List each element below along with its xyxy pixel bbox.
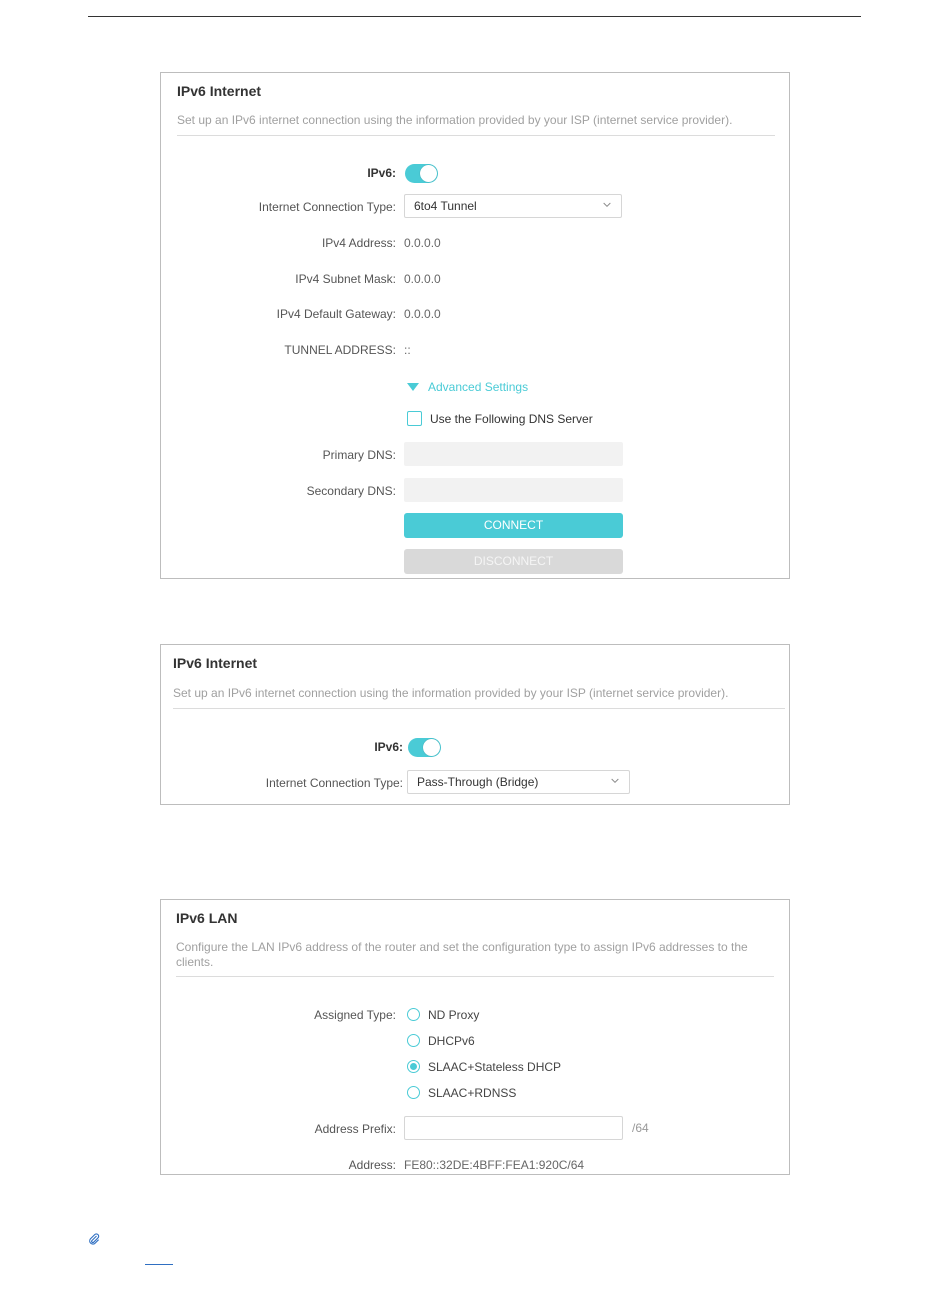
prefix-suffix: /64 — [632, 1121, 649, 1135]
assigned-type-label: Assigned Type: — [314, 1008, 396, 1022]
toggle-knob — [423, 739, 440, 756]
radio-button[interactable] — [407, 1060, 420, 1073]
radio-option-nd-proxy[interactable] — [407, 1006, 479, 1024]
advanced-settings-label: Advanced Settings — [428, 380, 529, 394]
connection-type-row — [161, 770, 789, 796]
dns-checkbox[interactable] — [407, 411, 422, 426]
primary-dns-row — [161, 442, 789, 468]
panel-divider — [176, 976, 774, 977]
connection-type-label: Internet Connection Type: — [258, 200, 396, 214]
radio-button[interactable] — [407, 1008, 420, 1021]
ipv4-address-value: 0.0.0.0 — [404, 236, 441, 250]
ipv6-toggle[interactable] — [405, 164, 438, 183]
address-prefix-input[interactable] — [404, 1116, 623, 1140]
address-prefix-label: Address Prefix: — [314, 1122, 396, 1136]
radio-option-slaac-stateless-dhcp[interactable] — [407, 1058, 561, 1076]
dns-checkbox-row[interactable] — [407, 410, 593, 428]
ipv4-gateway-row — [161, 301, 789, 327]
radio-option-slaac-rdnss[interactable] — [407, 1084, 516, 1102]
panel-title: IPv6 Internet — [173, 655, 258, 671]
address-label: Address: — [348, 1158, 396, 1172]
address-value: FE80::32DE:4BFF:FEA1:920C/64 — [404, 1158, 585, 1172]
secondary-dns-row — [161, 478, 789, 504]
ipv6-toggle[interactable] — [408, 738, 441, 757]
panel-description: Configure the LAN IPv6 address of the router and set the configuration type to assign IPv6 addresses to the clients. — [176, 940, 748, 969]
dns-checkbox-label: Use the Following DNS Server — [430, 412, 593, 426]
connect-button[interactable]: CONNECT — [404, 513, 623, 538]
secondary-dns-input[interactable] — [404, 478, 623, 502]
tunnel-address-label: TUNNEL ADDRESS: — [284, 343, 396, 357]
ipv6-internet-bridge-panel — [160, 644, 790, 805]
ipv4-subnet-label: IPv4 Subnet Mask: — [295, 272, 396, 286]
ipv4-gateway-value: 0.0.0.0 — [404, 307, 441, 321]
connection-type-select[interactable] — [404, 194, 622, 218]
primary-dns-input[interactable] — [404, 442, 623, 466]
connection-type-value: Pass-Through (Bridge) — [417, 775, 539, 789]
connection-type-select[interactable] — [407, 770, 630, 794]
panel-divider — [177, 135, 775, 136]
ipv6-lan-panel — [160, 899, 790, 1175]
panel-title: IPv6 Internet — [177, 83, 262, 99]
ipv4-address-row — [161, 230, 789, 256]
radio-button[interactable] — [407, 1086, 420, 1099]
ipv6-row — [161, 734, 789, 760]
ipv4-subnet-value: 0.0.0.0 — [404, 272, 441, 286]
radio-label: SLAAC+RDNSS — [428, 1086, 517, 1100]
ipv6-internet-tunnel-panel — [160, 72, 790, 579]
radio-label: ND Proxy — [428, 1008, 480, 1022]
radio-button[interactable] — [407, 1034, 420, 1047]
ipv4-subnet-row — [161, 266, 789, 292]
secondary-dns-label: Secondary DNS: — [306, 484, 396, 498]
panel-description: Set up an IPv6 internet connection using the information provided by your ISP (internet service provider). — [173, 686, 729, 700]
radio-option-dhcpv6[interactable] — [407, 1032, 475, 1050]
radio-label: DHCPv6 — [428, 1034, 475, 1048]
disconnect-button[interactable]: DISCONNECT — [404, 549, 623, 574]
footer-link-underline[interactable] — [145, 1264, 173, 1265]
address-row — [161, 1152, 789, 1178]
paperclip-icon — [88, 1233, 100, 1245]
panel-description: Set up an IPv6 internet connection using the information provided by your ISP (internet service provider). — [177, 113, 733, 127]
tunnel-address-value: :: — [404, 343, 411, 357]
ipv6-row — [161, 160, 789, 186]
ipv4-gateway-label: IPv4 Default Gateway: — [276, 307, 396, 321]
toggle-knob — [420, 165, 437, 182]
advanced-settings-link[interactable] — [407, 378, 528, 396]
connection-type-row — [161, 194, 789, 220]
ipv4-address-label: IPv4 Address: — [321, 236, 396, 250]
primary-dns-label: Primary DNS: — [322, 448, 396, 462]
ipv6-label: IPv6: — [367, 166, 396, 180]
ipv6-label: IPv6: — [374, 740, 403, 754]
triangle-down-icon — [407, 383, 419, 391]
connection-type-label: Internet Connection Type: — [265, 776, 403, 790]
connection-type-value: 6to4 Tunnel — [414, 199, 477, 213]
address-prefix-row — [161, 1116, 789, 1142]
chevron-down-icon — [611, 777, 619, 785]
panel-divider — [173, 708, 785, 709]
top-rule — [88, 16, 861, 17]
chevron-down-icon — [603, 201, 611, 209]
tunnel-address-row — [161, 337, 789, 363]
panel-title: IPv6 LAN — [176, 910, 238, 926]
radio-label: SLAAC+Stateless DHCP — [428, 1060, 562, 1074]
